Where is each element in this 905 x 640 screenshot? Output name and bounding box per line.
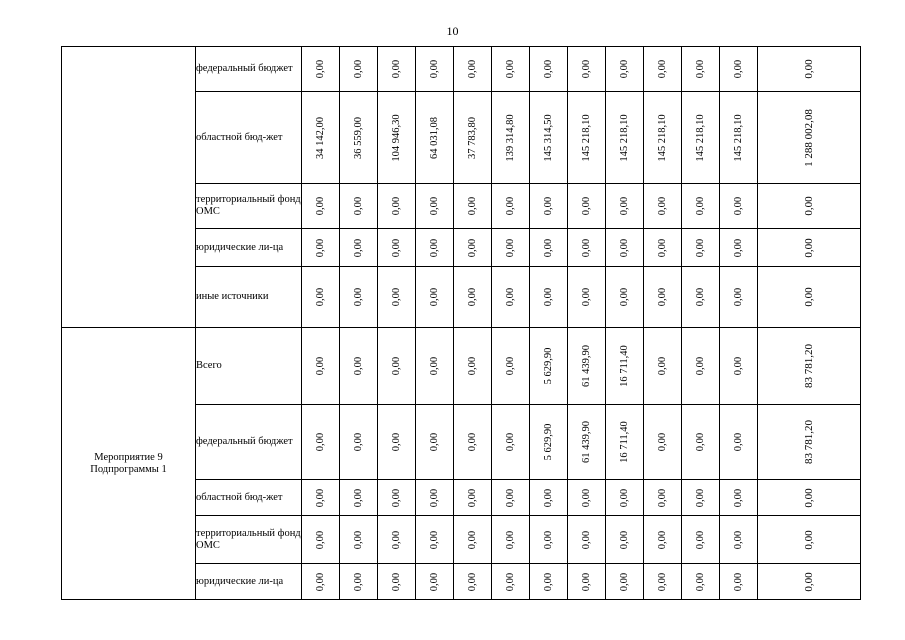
value-cell xyxy=(530,564,568,600)
value-text: 0,00 xyxy=(694,488,706,507)
value-cell xyxy=(568,267,606,328)
program-cell xyxy=(62,47,196,328)
value-cell xyxy=(530,405,568,480)
value-cell xyxy=(530,516,568,564)
value-cell xyxy=(644,47,682,92)
value-text: 0,00 xyxy=(352,59,364,79)
total-cell xyxy=(758,267,861,328)
value-text: 0,00 xyxy=(428,59,440,79)
value-text: 0,00 xyxy=(618,572,630,591)
value-text: 0,00 xyxy=(504,59,516,79)
value-text: 0,00 xyxy=(466,287,478,307)
value-cell xyxy=(720,516,758,564)
value-cell xyxy=(340,184,378,229)
value-cell xyxy=(454,405,492,480)
value-cell xyxy=(682,229,720,267)
value-text: 16 711,40 xyxy=(618,345,630,387)
value-text: 104 946,30 xyxy=(390,113,402,162)
value-cell xyxy=(644,516,682,564)
value-text: 0,00 xyxy=(618,196,630,216)
value-cell xyxy=(416,480,454,516)
value-cell xyxy=(416,516,454,564)
value-text: 0,00 xyxy=(618,287,630,307)
value-text: 0,00 xyxy=(694,530,706,549)
total-cell xyxy=(758,328,861,405)
value-cell xyxy=(682,184,720,229)
value-cell xyxy=(606,267,644,328)
value-text: 0,00 xyxy=(656,356,668,376)
value-cell xyxy=(378,564,416,600)
value-text: 0,00 xyxy=(732,572,744,591)
value-cell xyxy=(492,516,530,564)
value-text: 0,00 xyxy=(656,287,668,307)
value-cell xyxy=(682,480,720,516)
value-text: 0,00 xyxy=(466,488,478,507)
value-cell xyxy=(568,92,606,184)
value-cell xyxy=(416,405,454,480)
value-text: 64 031,08 xyxy=(428,116,440,159)
value-text: 0,00 xyxy=(542,196,554,216)
value-text: 0,00 xyxy=(390,238,402,257)
value-text: 0,00 xyxy=(656,59,668,79)
value-text: 0,00 xyxy=(694,572,706,591)
value-text: 0,00 xyxy=(694,356,706,376)
value-cell xyxy=(530,480,568,516)
value-text: 16 711,40 xyxy=(618,421,630,463)
value-cell xyxy=(644,564,682,600)
total-text: 0,00 xyxy=(803,196,815,216)
value-cell xyxy=(492,564,530,600)
value-text: 0,00 xyxy=(618,59,630,79)
value-text: 0,00 xyxy=(732,530,744,549)
value-cell xyxy=(454,328,492,405)
value-text: 0,00 xyxy=(656,196,668,216)
value-cell xyxy=(340,328,378,405)
value-text: 0,00 xyxy=(656,432,668,452)
value-cell xyxy=(454,516,492,564)
value-cell xyxy=(302,480,340,516)
value-cell xyxy=(378,229,416,267)
value-text: 0,00 xyxy=(732,238,744,257)
value-cell xyxy=(682,516,720,564)
value-cell xyxy=(302,328,340,405)
value-text: 0,00 xyxy=(694,432,706,452)
value-cell xyxy=(644,92,682,184)
value-text: 0,00 xyxy=(618,488,630,507)
value-cell xyxy=(416,184,454,229)
value-cell xyxy=(606,184,644,229)
value-cell xyxy=(568,229,606,267)
value-cell xyxy=(644,405,682,480)
value-text: 0,00 xyxy=(390,59,402,79)
value-cell xyxy=(492,405,530,480)
table-row xyxy=(62,328,861,405)
value-text: 0,00 xyxy=(466,572,478,591)
value-text: 0,00 xyxy=(580,572,592,591)
value-cell xyxy=(454,229,492,267)
value-cell xyxy=(454,267,492,328)
budget-table xyxy=(61,46,861,600)
value-cell xyxy=(644,328,682,405)
value-cell xyxy=(644,267,682,328)
total-text: 0,00 xyxy=(803,59,815,79)
value-text: 0,00 xyxy=(352,287,364,307)
value-cell xyxy=(568,516,606,564)
value-cell xyxy=(720,92,758,184)
value-text: 0,00 xyxy=(352,196,364,216)
value-text: 36 559,00 xyxy=(352,116,364,159)
value-cell xyxy=(416,229,454,267)
value-text: 0,00 xyxy=(428,488,440,507)
value-text: 0,00 xyxy=(314,530,326,549)
value-text: 0,00 xyxy=(580,488,592,507)
value-text: 145 218,10 xyxy=(694,113,706,162)
total-text: 0,00 xyxy=(803,571,815,592)
value-cell xyxy=(492,47,530,92)
value-text: 0,00 xyxy=(732,287,744,307)
value-cell xyxy=(530,92,568,184)
value-text: 0,00 xyxy=(504,572,516,591)
value-cell xyxy=(454,184,492,229)
value-text: 0,00 xyxy=(542,238,554,257)
value-cell xyxy=(530,328,568,405)
funding-source-cell: федеральный бюджет xyxy=(196,47,302,92)
value-cell xyxy=(302,47,340,92)
value-text: 0,00 xyxy=(694,238,706,257)
value-cell xyxy=(720,405,758,480)
value-text: 0,00 xyxy=(390,530,402,549)
value-text: 145 218,10 xyxy=(580,113,592,162)
value-text: 0,00 xyxy=(352,356,364,376)
value-text: 0,00 xyxy=(428,356,440,376)
value-text: 0,00 xyxy=(352,488,364,507)
value-text: 0,00 xyxy=(542,59,554,79)
value-text: 0,00 xyxy=(314,432,326,452)
value-cell xyxy=(644,480,682,516)
value-cell xyxy=(492,229,530,267)
value-text: 0,00 xyxy=(390,488,402,507)
value-text: 0,00 xyxy=(466,356,478,376)
value-text: 0,00 xyxy=(428,572,440,591)
value-text: 0,00 xyxy=(466,59,478,79)
value-text: 0,00 xyxy=(732,59,744,79)
value-text: 0,00 xyxy=(504,530,516,549)
value-cell xyxy=(340,480,378,516)
value-text: 0,00 xyxy=(542,572,554,591)
value-cell xyxy=(644,229,682,267)
funding-source-cell: юридические ли-ца xyxy=(196,564,302,600)
value-cell xyxy=(454,480,492,516)
value-text: 0,00 xyxy=(314,572,326,591)
value-cell xyxy=(720,267,758,328)
value-cell xyxy=(416,92,454,184)
funding-source-cell: территориальный фонд ОМС xyxy=(196,184,302,229)
value-text: 0,00 xyxy=(466,238,478,257)
value-cell xyxy=(340,405,378,480)
value-cell xyxy=(340,267,378,328)
value-cell xyxy=(492,480,530,516)
value-text: 0,00 xyxy=(618,238,630,257)
value-text: 0,00 xyxy=(656,530,668,549)
value-cell xyxy=(682,328,720,405)
value-text: 145 218,10 xyxy=(618,113,630,162)
value-cell xyxy=(340,516,378,564)
value-text: 0,00 xyxy=(390,287,402,307)
value-text: 0,00 xyxy=(352,572,364,591)
value-cell xyxy=(530,229,568,267)
value-text: 0,00 xyxy=(428,287,440,307)
value-cell xyxy=(530,184,568,229)
value-text: 0,00 xyxy=(314,196,326,216)
value-text: 61 439,90 xyxy=(580,421,592,463)
value-text: 0,00 xyxy=(428,530,440,549)
value-cell xyxy=(492,184,530,229)
value-text: 0,00 xyxy=(428,238,440,257)
value-text: 0,00 xyxy=(618,530,630,549)
value-text: 0,00 xyxy=(580,196,592,216)
value-text: 0,00 xyxy=(580,59,592,79)
value-cell xyxy=(568,184,606,229)
value-cell xyxy=(302,184,340,229)
value-text: 0,00 xyxy=(314,488,326,507)
value-cell xyxy=(606,328,644,405)
funding-source-cell: иные источники xyxy=(196,267,302,328)
value-cell xyxy=(720,47,758,92)
value-cell xyxy=(378,328,416,405)
value-cell xyxy=(378,516,416,564)
funding-source-cell: областной бюд-жет xyxy=(196,92,302,184)
value-text: 0,00 xyxy=(732,488,744,507)
value-text: 139 314,80 xyxy=(504,113,516,162)
funding-source-cell: Всего xyxy=(196,328,302,405)
value-text: 0,00 xyxy=(580,287,592,307)
value-cell xyxy=(606,516,644,564)
value-cell xyxy=(378,405,416,480)
value-cell xyxy=(568,564,606,600)
value-cell xyxy=(378,184,416,229)
value-text: 0,00 xyxy=(504,356,516,376)
value-cell xyxy=(454,92,492,184)
value-text: 145 218,10 xyxy=(732,113,744,162)
funding-source-cell: территориальный фонд ОМС xyxy=(196,516,302,564)
value-cell xyxy=(492,92,530,184)
value-cell xyxy=(530,267,568,328)
value-cell xyxy=(416,328,454,405)
value-text: 0,00 xyxy=(390,432,402,452)
value-text: 0,00 xyxy=(428,196,440,216)
value-text: 0,00 xyxy=(694,59,706,79)
value-cell xyxy=(302,92,340,184)
program-cell: Мероприятие 9 Подпрограммы 1 xyxy=(62,328,196,600)
value-cell xyxy=(606,229,644,267)
value-cell xyxy=(340,47,378,92)
value-text: 61 439,90 xyxy=(580,345,592,387)
value-cell xyxy=(302,516,340,564)
value-cell xyxy=(454,47,492,92)
value-text: 0,00 xyxy=(694,196,706,216)
value-cell xyxy=(378,267,416,328)
value-cell xyxy=(340,92,378,184)
value-text: 0,00 xyxy=(466,530,478,549)
total-text: 0,00 xyxy=(803,529,815,550)
value-cell xyxy=(378,47,416,92)
value-cell xyxy=(568,47,606,92)
value-cell xyxy=(606,564,644,600)
total-cell xyxy=(758,564,861,600)
total-cell xyxy=(758,184,861,229)
funding-source-cell: юридические ли-ца xyxy=(196,229,302,267)
value-cell xyxy=(302,267,340,328)
value-cell xyxy=(720,564,758,600)
value-cell xyxy=(340,564,378,600)
value-text: 0,00 xyxy=(352,432,364,452)
value-cell xyxy=(492,328,530,405)
value-text: 0,00 xyxy=(542,287,554,307)
value-cell xyxy=(606,405,644,480)
page-number: 10 xyxy=(446,24,459,38)
value-text: 145 314,50 xyxy=(542,113,554,162)
table-row xyxy=(62,47,861,92)
value-cell xyxy=(682,405,720,480)
value-text: 0,00 xyxy=(580,238,592,257)
value-text: 0,00 xyxy=(732,196,744,216)
value-cell xyxy=(416,564,454,600)
value-text: 0,00 xyxy=(542,488,554,507)
value-cell xyxy=(340,229,378,267)
value-cell xyxy=(302,405,340,480)
value-cell xyxy=(302,564,340,600)
value-text: 0,00 xyxy=(314,238,326,257)
value-text: 0,00 xyxy=(656,488,668,507)
value-text: 0,00 xyxy=(390,572,402,591)
value-text: 0,00 xyxy=(314,287,326,307)
value-text: 0,00 xyxy=(504,238,516,257)
value-cell xyxy=(530,47,568,92)
value-cell xyxy=(720,328,758,405)
value-cell xyxy=(682,564,720,600)
value-text: 0,00 xyxy=(352,530,364,549)
value-text: 0,00 xyxy=(656,238,668,257)
total-text: 83 781,20 xyxy=(803,420,815,464)
value-cell xyxy=(720,184,758,229)
value-text: 0,00 xyxy=(732,356,744,376)
value-cell xyxy=(492,267,530,328)
value-text: 0,00 xyxy=(314,356,326,376)
funding-source-cell: федеральный бюджет xyxy=(196,405,302,480)
total-text: 83 781,20 xyxy=(803,344,815,388)
value-cell xyxy=(302,229,340,267)
value-text: 5 629,90 xyxy=(542,347,554,385)
value-text: 0,00 xyxy=(314,59,326,79)
value-text: 0,00 xyxy=(542,530,554,549)
total-cell xyxy=(758,480,861,516)
value-cell xyxy=(720,229,758,267)
value-cell xyxy=(682,47,720,92)
value-text: 0,00 xyxy=(466,196,478,216)
value-cell xyxy=(644,184,682,229)
total-cell xyxy=(758,229,861,267)
total-cell xyxy=(758,47,861,92)
value-text: 0,00 xyxy=(466,432,478,452)
value-text: 37 783,80 xyxy=(466,116,478,159)
value-cell xyxy=(606,47,644,92)
value-cell xyxy=(568,328,606,405)
value-cell xyxy=(568,405,606,480)
value-text: 0,00 xyxy=(504,432,516,452)
value-cell xyxy=(378,92,416,184)
value-text: 0,00 xyxy=(504,488,516,507)
value-cell xyxy=(378,480,416,516)
value-text: 0,00 xyxy=(580,530,592,549)
value-cell xyxy=(606,480,644,516)
total-text: 0,00 xyxy=(803,237,815,258)
total-text: 0,00 xyxy=(803,487,815,508)
value-cell xyxy=(682,92,720,184)
value-text: 0,00 xyxy=(390,196,402,216)
value-text: 0,00 xyxy=(504,287,516,307)
value-text: 0,00 xyxy=(390,356,402,376)
total-cell xyxy=(758,516,861,564)
total-cell xyxy=(758,405,861,480)
value-cell xyxy=(568,480,606,516)
value-text: 145 218,10 xyxy=(656,113,668,162)
value-cell xyxy=(454,564,492,600)
funding-source-cell: областной бюд-жет xyxy=(196,480,302,516)
value-text: 0,00 xyxy=(428,432,440,452)
value-text: 0,00 xyxy=(352,238,364,257)
total-cell xyxy=(758,92,861,184)
value-cell xyxy=(416,267,454,328)
total-text: 1 288 002,08 xyxy=(803,108,815,167)
total-text: 0,00 xyxy=(803,287,815,307)
value-text: 5 629,90 xyxy=(542,423,554,461)
value-cell xyxy=(416,47,454,92)
value-text: 0,00 xyxy=(694,287,706,307)
value-cell xyxy=(682,267,720,328)
value-text: 0,00 xyxy=(732,432,744,452)
value-text: 0,00 xyxy=(656,572,668,591)
value-text: 0,00 xyxy=(504,196,516,216)
value-cell xyxy=(720,480,758,516)
value-cell xyxy=(606,92,644,184)
value-text: 34 142,00 xyxy=(314,116,326,159)
